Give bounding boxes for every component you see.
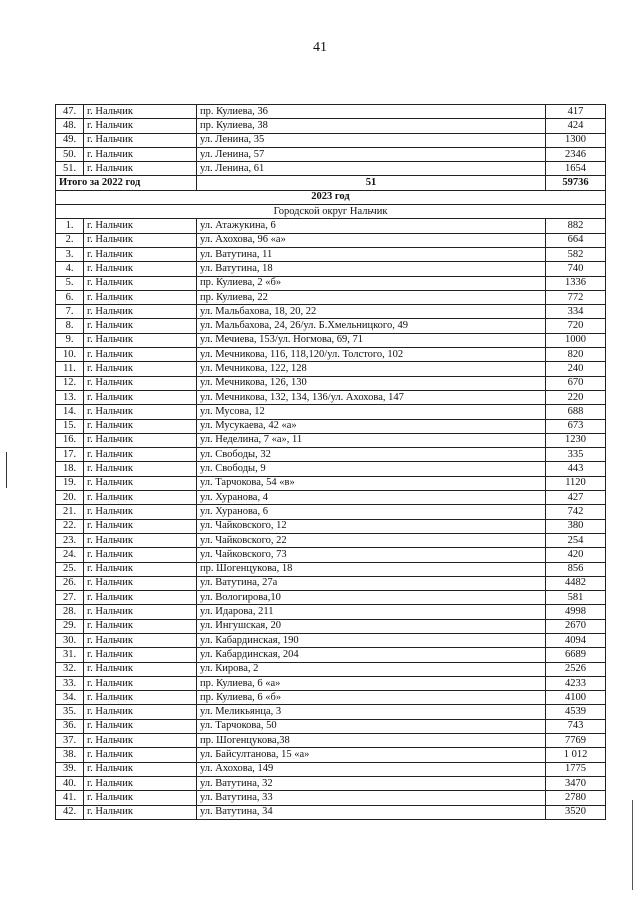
table-row	[56, 376, 606, 390]
year-header-row	[56, 190, 606, 204]
row-city: г. Нальчик	[84, 376, 197, 390]
row-number: 50.	[56, 147, 84, 161]
row-area: 4539	[546, 705, 606, 719]
table-row	[56, 591, 606, 605]
row-area: 720	[546, 319, 606, 333]
row-number: 34.	[56, 691, 84, 705]
row-number: 7.	[56, 305, 84, 319]
row-address: ул. Ватутина, 34	[197, 805, 546, 819]
row-city: г. Нальчик	[84, 290, 197, 304]
table-row	[56, 433, 606, 447]
row-number: 42.	[56, 805, 84, 819]
table-row	[56, 762, 606, 776]
row-number: 21.	[56, 505, 84, 519]
row-city: г. Нальчик	[84, 147, 197, 161]
row-area: 254	[546, 533, 606, 547]
table-row	[56, 390, 606, 404]
row-address: ул. Вологирова,10	[197, 591, 546, 605]
row-area: 417	[546, 105, 606, 119]
row-city: г. Нальчик	[84, 362, 197, 376]
row-area: 2670	[546, 619, 606, 633]
row-address: ул. Ахохова, 96 «а»	[197, 233, 546, 247]
row-city: г. Нальчик	[84, 576, 197, 590]
row-number: 18.	[56, 462, 84, 476]
row-number: 9.	[56, 333, 84, 347]
row-area: 1654	[546, 162, 606, 176]
row-area: 673	[546, 419, 606, 433]
row-city: г. Нальчик	[84, 276, 197, 290]
row-number: 3.	[56, 247, 84, 261]
row-address: ул. Кирова, 2	[197, 662, 546, 676]
row-address: пр. Кулиева, 38	[197, 119, 546, 133]
row-area: 581	[546, 591, 606, 605]
row-area: 3470	[546, 776, 606, 790]
row-number: 26.	[56, 576, 84, 590]
row-area: 240	[546, 362, 606, 376]
row-area: 582	[546, 247, 606, 261]
row-address: ул. Тарчокова, 54 «в»	[197, 476, 546, 490]
row-area: 1230	[546, 433, 606, 447]
district-header-row	[56, 205, 606, 219]
table-row	[56, 748, 606, 762]
row-area: 2780	[546, 791, 606, 805]
row-area: 4998	[546, 605, 606, 619]
row-address: ул. Ингушская, 20	[197, 619, 546, 633]
row-area: 740	[546, 262, 606, 276]
row-number: 31.	[56, 648, 84, 662]
row-area: 220	[546, 390, 606, 404]
row-number: 2.	[56, 233, 84, 247]
row-address: пр. Кулиева, 22	[197, 290, 546, 304]
row-city: г. Нальчик	[84, 133, 197, 147]
row-address: ул. Хуранова, 6	[197, 505, 546, 519]
row-number: 10.	[56, 348, 84, 362]
table-row	[56, 533, 606, 547]
row-city: г. Нальчик	[84, 705, 197, 719]
table-row	[56, 548, 606, 562]
table-row	[56, 676, 606, 690]
row-number: 36.	[56, 719, 84, 733]
row-city: г. Нальчик	[84, 476, 197, 490]
table-row	[56, 348, 606, 362]
row-address: ул. Мечникова, 126, 130	[197, 376, 546, 390]
row-number: 37.	[56, 734, 84, 748]
table-row	[56, 419, 606, 433]
table-row	[56, 734, 606, 748]
table-row	[56, 519, 606, 533]
row-address: ул. Ватутина, 11	[197, 247, 546, 261]
row-city: г. Нальчик	[84, 462, 197, 476]
row-area: 1000	[546, 333, 606, 347]
row-address: ул. Ленина, 35	[197, 133, 546, 147]
rows-2022	[56, 105, 606, 176]
row-address: ул. Кабардинская, 204	[197, 648, 546, 662]
row-city: г. Нальчик	[84, 662, 197, 676]
row-area: 443	[546, 462, 606, 476]
table-row	[56, 719, 606, 733]
row-number: 14.	[56, 405, 84, 419]
row-address: ул. Кабардинская, 190	[197, 633, 546, 647]
row-address: ул. Байсултанова, 15 «а»	[197, 748, 546, 762]
row-city: г. Нальчик	[84, 348, 197, 362]
row-city: г. Нальчик	[84, 648, 197, 662]
table-row	[56, 705, 606, 719]
row-area: 1336	[546, 276, 606, 290]
row-address: ул. Мусукаева, 42 «а»	[197, 419, 546, 433]
row-area: 742	[546, 505, 606, 519]
table-row	[56, 405, 606, 419]
row-number: 35.	[56, 705, 84, 719]
row-address: ул. Неделина, 7 «а», 11	[197, 433, 546, 447]
row-city: г. Нальчик	[84, 319, 197, 333]
row-city: г. Нальчик	[84, 247, 197, 261]
row-number: 5.	[56, 276, 84, 290]
row-address: ул. Мальбахова, 18, 20, 22	[197, 305, 546, 319]
row-city: г. Нальчик	[84, 305, 197, 319]
table-row	[56, 119, 606, 133]
row-number: 39.	[56, 762, 84, 776]
row-number: 28.	[56, 605, 84, 619]
row-area: 1300	[546, 133, 606, 147]
row-area: 688	[546, 405, 606, 419]
table-row	[56, 462, 606, 476]
row-city: г. Нальчик	[84, 105, 197, 119]
row-city: г. Нальчик	[84, 233, 197, 247]
row-number: 40.	[56, 776, 84, 790]
total-row-2022	[56, 176, 606, 190]
row-city: г. Нальчик	[84, 734, 197, 748]
margin-mark	[6, 452, 7, 488]
row-address: ул. Ленина, 61	[197, 162, 546, 176]
row-city: г. Нальчик	[84, 333, 197, 347]
row-number: 38.	[56, 748, 84, 762]
row-city: г. Нальчик	[84, 262, 197, 276]
row-city: г. Нальчик	[84, 519, 197, 533]
row-area: 4094	[546, 633, 606, 647]
total-area: 59736	[546, 176, 606, 190]
page-number: 41	[313, 40, 327, 55]
table-row	[56, 648, 606, 662]
table-row	[56, 605, 606, 619]
row-address: ул. Мечникова, 122, 128	[197, 362, 546, 376]
row-city: г. Нальчик	[84, 633, 197, 647]
table-row	[56, 776, 606, 790]
row-number: 33.	[56, 676, 84, 690]
row-number: 4.	[56, 262, 84, 276]
summary-section	[56, 176, 606, 219]
row-address: пр. Шогенцукова, 18	[197, 562, 546, 576]
row-address: ул. Чайковского, 12	[197, 519, 546, 533]
row-number: 16.	[56, 433, 84, 447]
row-address: ул. Идарова, 211	[197, 605, 546, 619]
table-row	[56, 319, 606, 333]
table-row	[56, 262, 606, 276]
row-area: 743	[546, 719, 606, 733]
row-city: г. Нальчик	[84, 591, 197, 605]
row-city: г. Нальчик	[84, 562, 197, 576]
row-city: г. Нальчик	[84, 791, 197, 805]
row-area: 1120	[546, 476, 606, 490]
row-city: г. Нальчик	[84, 748, 197, 762]
row-area: 6689	[546, 648, 606, 662]
row-area: 334	[546, 305, 606, 319]
row-address: ул. Ватутина, 18	[197, 262, 546, 276]
row-number: 32.	[56, 662, 84, 676]
row-address: ул. Ленина, 57	[197, 147, 546, 161]
row-city: г. Нальчик	[84, 676, 197, 690]
row-area: 7769	[546, 734, 606, 748]
row-address: ул. Мусова, 12	[197, 405, 546, 419]
table-row	[56, 691, 606, 705]
row-number: 30.	[56, 633, 84, 647]
row-area: 664	[546, 233, 606, 247]
row-number: 17.	[56, 448, 84, 462]
table-row	[56, 505, 606, 519]
row-area: 427	[546, 491, 606, 505]
table-row	[56, 219, 606, 233]
row-address: ул. Мечникова, 132, 134, 136/ул. Ахохова, 147	[197, 390, 546, 404]
year-header: 2023 год	[56, 190, 606, 204]
row-area: 2346	[546, 147, 606, 161]
row-city: г. Нальчик	[84, 119, 197, 133]
row-address: пр. Кулиева, 6 «б»	[197, 691, 546, 705]
table-row	[56, 662, 606, 676]
row-number: 8.	[56, 319, 84, 333]
row-city: г. Нальчик	[84, 776, 197, 790]
row-address: ул. Чайковского, 73	[197, 548, 546, 562]
margin-mark	[632, 800, 633, 890]
row-area: 882	[546, 219, 606, 233]
row-address: ул. Меликьянца, 3	[197, 705, 546, 719]
row-city: г. Нальчик	[84, 605, 197, 619]
table-row	[56, 576, 606, 590]
row-area: 820	[546, 348, 606, 362]
row-city: г. Нальчик	[84, 491, 197, 505]
row-number: 19.	[56, 476, 84, 490]
row-number: 23.	[56, 533, 84, 547]
total-count: 51	[197, 176, 546, 190]
row-number: 20.	[56, 491, 84, 505]
row-city: г. Нальчик	[84, 691, 197, 705]
row-area: 4100	[546, 691, 606, 705]
row-number: 15.	[56, 419, 84, 433]
row-address: ул. Ватутина, 32	[197, 776, 546, 790]
table-row	[56, 290, 606, 304]
row-area: 1775	[546, 762, 606, 776]
row-city: г. Нальчик	[84, 162, 197, 176]
row-number: 27.	[56, 591, 84, 605]
table-row	[56, 247, 606, 261]
row-city: г. Нальчик	[84, 448, 197, 462]
row-address: ул. Тарчокова, 50	[197, 719, 546, 733]
table-row	[56, 619, 606, 633]
row-number: 48.	[56, 119, 84, 133]
row-number: 51.	[56, 162, 84, 176]
row-city: г. Нальчик	[84, 433, 197, 447]
row-address: ул. Мальбахова, 24, 26/ул. Б.Хмельницкого, 49	[197, 319, 546, 333]
row-address: ул. Ватутина, 33	[197, 791, 546, 805]
row-address: пр. Кулиева, 36	[197, 105, 546, 119]
table-row	[56, 105, 606, 119]
row-number: 49.	[56, 133, 84, 147]
total-label: Итого за 2022 год	[56, 176, 197, 190]
row-area: 380	[546, 519, 606, 533]
row-number: 11.	[56, 362, 84, 376]
row-area: 3520	[546, 805, 606, 819]
row-address: ул. Мечиева, 153/ул. Ногмова, 69, 71	[197, 333, 546, 347]
row-address: ул. Ватутина, 27а	[197, 576, 546, 590]
row-number: 22.	[56, 519, 84, 533]
row-city: г. Нальчик	[84, 219, 197, 233]
table-row	[56, 276, 606, 290]
row-address: пр. Кулиева, 2 «б»	[197, 276, 546, 290]
row-address: ул. Свободы, 9	[197, 462, 546, 476]
table-row	[56, 333, 606, 347]
row-city: г. Нальчик	[84, 719, 197, 733]
row-area: 772	[546, 290, 606, 304]
row-city: г. Нальчик	[84, 762, 197, 776]
table-row	[56, 147, 606, 161]
table-row	[56, 233, 606, 247]
row-address: ул. Ахохова, 149	[197, 762, 546, 776]
row-city: г. Нальчик	[84, 548, 197, 562]
row-area: 670	[546, 376, 606, 390]
row-city: г. Нальчик	[84, 805, 197, 819]
row-number: 12.	[56, 376, 84, 390]
row-city: г. Нальчик	[84, 419, 197, 433]
row-area: 856	[546, 562, 606, 576]
row-area: 4233	[546, 676, 606, 690]
row-address: пр. Кулиева, 6 «а»	[197, 676, 546, 690]
row-number: 41.	[56, 791, 84, 805]
row-city: г. Нальчик	[84, 619, 197, 633]
table-row	[56, 805, 606, 819]
row-area: 420	[546, 548, 606, 562]
table-row	[56, 133, 606, 147]
row-number: 47.	[56, 105, 84, 119]
row-address: ул. Чайковского, 22	[197, 533, 546, 547]
row-address: пр. Шогенцукова,38	[197, 734, 546, 748]
row-number: 6.	[56, 290, 84, 304]
table-row	[56, 633, 606, 647]
row-area: 1 012	[546, 748, 606, 762]
row-city: г. Нальчик	[84, 533, 197, 547]
row-area: 4482	[546, 576, 606, 590]
row-address: ул. Мечникова, 116, 118,120/ул. Толстого, 102	[197, 348, 546, 362]
table-row	[56, 162, 606, 176]
row-address: ул. Атажукина, 6	[197, 219, 546, 233]
table-row	[56, 362, 606, 376]
table-row	[56, 305, 606, 319]
table-row	[56, 562, 606, 576]
row-number: 24.	[56, 548, 84, 562]
row-address: ул. Хуранова, 4	[197, 491, 546, 505]
row-city: г. Нальчик	[84, 405, 197, 419]
row-area: 424	[546, 119, 606, 133]
table-row	[56, 491, 606, 505]
registry-table	[55, 104, 606, 820]
table-row	[56, 448, 606, 462]
row-area: 335	[546, 448, 606, 462]
row-number: 25.	[56, 562, 84, 576]
row-number: 1.	[56, 219, 84, 233]
rows-2023	[56, 219, 606, 819]
row-address: ул. Свободы, 32	[197, 448, 546, 462]
district-header: Городской округ Нальчик	[56, 205, 606, 219]
row-number: 13.	[56, 390, 84, 404]
table-row	[56, 476, 606, 490]
row-city: г. Нальчик	[84, 390, 197, 404]
table-row	[56, 791, 606, 805]
row-city: г. Нальчик	[84, 505, 197, 519]
row-number: 29.	[56, 619, 84, 633]
row-area: 2526	[546, 662, 606, 676]
